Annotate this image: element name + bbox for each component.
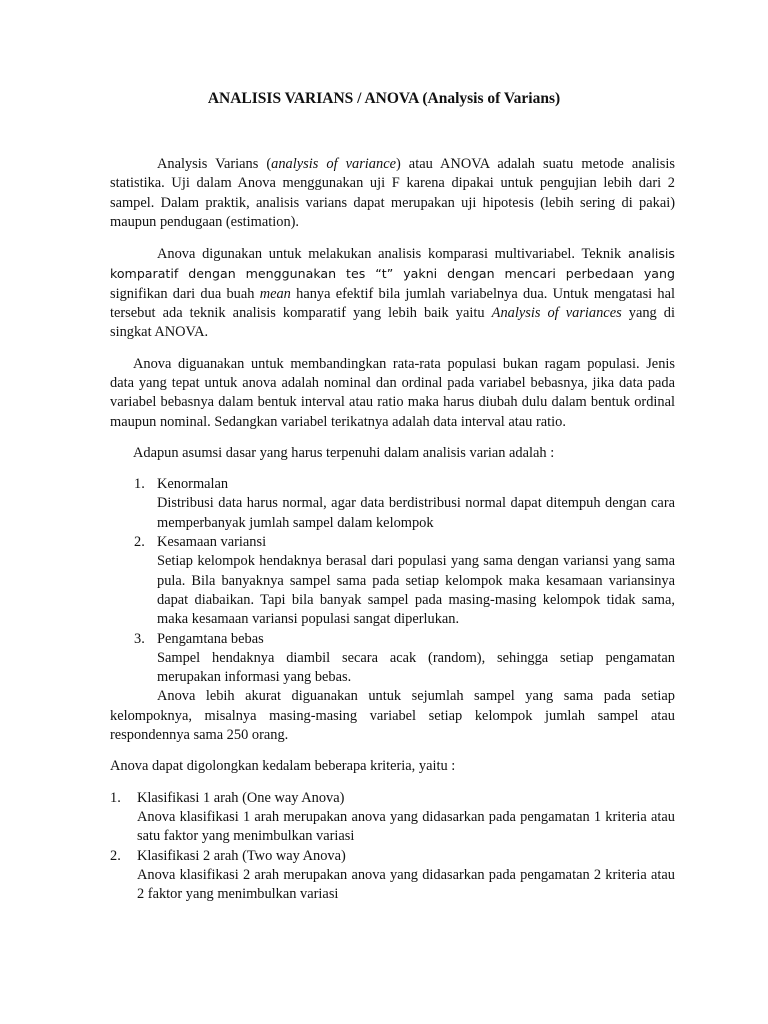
text-span: Analysis Varians ( bbox=[157, 156, 272, 172]
list-item-body: Anova klasifikasi 2 arah merupakan anova yang didasarkan pada pengamatan 2 kriteria atau 2 faktor yang menimbulkan variasi bbox=[137, 866, 675, 903]
text-span: yang di singkat ANOVA. bbox=[110, 305, 675, 341]
criteria-list bbox=[110, 789, 675, 905]
paragraph-anova-usage bbox=[110, 244, 675, 342]
paragraph-criteria-intro: Anova dapat digolongkan kedalam beberapa kriteria, yaitu : bbox=[110, 758, 456, 775]
text-span: Anova digunakan untuk melakukan analisis komparasi multivariabel. Teknik bbox=[157, 246, 622, 263]
list-item-title: Klasifikasi 1 arah (One way Anova) bbox=[137, 789, 345, 806]
list-item-body: Anova klasifikasi 1 arah merupakan anova yang didasarkan pada pengamatan 1 kriteria atau satu faktor yang menimbulkan variasi bbox=[137, 808, 675, 845]
list-number: 1. bbox=[134, 476, 145, 493]
list-number: 2. bbox=[110, 847, 121, 864]
text-span-sans: analisis komparatif dengan menggunakan tes “t” yakni dengan mencari perbedaan yang bbox=[110, 246, 675, 282]
paragraph-data-types: Anova diguanakan untuk membandingkan rata-rata populasi bukan ragam populasi. Jenis data yang tepat untuk anova adalah nominal dan ordinal pada variabel bebasnya, jika data pada variabel bebasnya dalam bentuk interval atau ratio maka harus diubah dulu dalam bentuk ordinal maupun nominal. Sedangkan variabel terikatnya adalah data interval atau ratio. bbox=[110, 355, 675, 430]
list-item-body: Sampel hendaknya diambil secara acak (random), sehingga setiap pengamatan merupakan informasi yang bebas. bbox=[157, 649, 675, 686]
text-span: hanya efektif bila jumlah variabelnya dua. Untuk mengatasi hal tersebut ada teknik analisis komparatif yang lebih baik yaitu bbox=[110, 285, 676, 322]
italic-term: Analysis of variances bbox=[491, 305, 622, 322]
list-item bbox=[110, 475, 675, 533]
paragraph-accuracy: Anova lebih akurat diguanakan untuk sejumlah sampel yang sama pada setiap kelompoknya, misalnya masing-masing variabel setiap kelompok jumlah sampel atau respondennya sama 250 orang. bbox=[110, 688, 675, 744]
list-item bbox=[110, 789, 675, 847]
text-span: ) atau ANOVA adalah suatu metode analisis statistika. Uji dalam Anova menggunakan uji F karena dipakai untuk pengujian lebih dari 2 sampel. Dalam praktik, analisis varians dapat merupakan uji hipotesis (lebih sering di pakai) maupun pendugaan (estimation). bbox=[110, 156, 675, 230]
document-body bbox=[110, 155, 675, 904]
paragraph-assumptions-intro: Adapun asumsi dasar yang harus terpenuhi dalam analisis varian adalah : bbox=[133, 444, 555, 461]
assumptions-list bbox=[110, 475, 675, 687]
list-number: 3. bbox=[134, 630, 145, 647]
list-item bbox=[110, 533, 675, 629]
page-title: ANALISIS VARIANS / ANOVA (Analysis of Varians) bbox=[207, 90, 561, 107]
list-number: 2. bbox=[134, 534, 145, 551]
list-item-body: Setiap kelompok hendaknya berasal dari populasi yang sama dengan variansi yang sama pula. Bila banyaknya sampel sama pada setiap kelompok maka kesamaan variansinya dapat diabaikan. Tapi bila banyak sampel pada masing-masing kelompok tidak sama, maka kesamaan variansi populasi sangat diperlukan. bbox=[157, 553, 675, 628]
paragraph-intro bbox=[110, 155, 675, 232]
list-item bbox=[110, 847, 675, 905]
list-number: 1. bbox=[110, 789, 121, 806]
text-span: signifikan dari dua buah bbox=[110, 285, 260, 302]
list-item-title: Kesamaan variansi bbox=[157, 534, 267, 551]
list-item-title: Klasifikasi 2 arah (Two way Anova) bbox=[137, 847, 346, 864]
list-item bbox=[110, 630, 675, 688]
list-item-title: Kenormalan bbox=[157, 476, 229, 493]
italic-term: analysis of variance bbox=[271, 156, 396, 172]
list-item-title: Pengamtana bebas bbox=[157, 630, 264, 647]
italic-term: mean bbox=[259, 285, 291, 302]
list-item-body: Distribusi data harus normal, agar data berdistribusi normal dapat ditempuh dengan cara memperbanyak jumlah sampel dalam kelompok bbox=[157, 495, 675, 531]
